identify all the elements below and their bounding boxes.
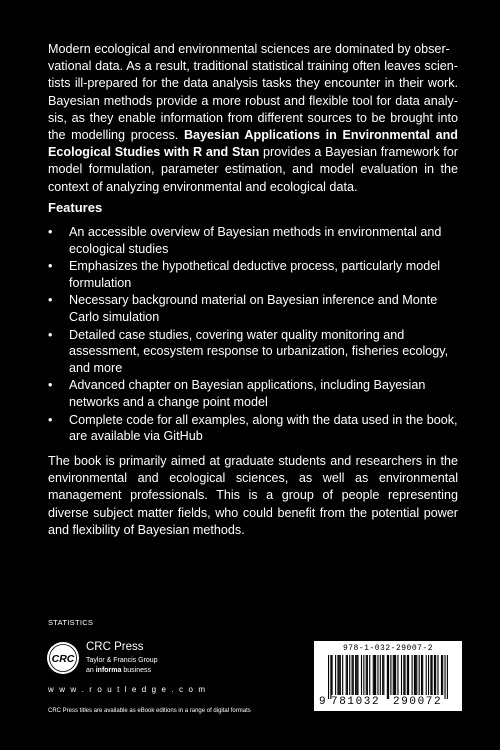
description-text-start: Modern ecological and environmental sciences are dominated by obser- (48, 42, 450, 56)
feature-item (48, 412, 460, 445)
feature-item (48, 327, 460, 377)
feature-text: An accessible overview of Bayesian methods in environmental and ecological studies (69, 225, 442, 256)
bullet-icon: • (48, 259, 53, 274)
description-text-end: provides a Bayesian framework for model formulation, parameter estimation, and model evaluation in the context of analyzing environmental and ecological data. (48, 145, 458, 194)
book-title-bold: Bayesian Applications in Environmental and Ecological Studies with R and Stan (48, 128, 458, 160)
bullet-icon: • (48, 293, 53, 308)
informa-bold: informa (95, 667, 122, 674)
bullet-icon: • (48, 378, 53, 393)
bullet-icon: • (48, 225, 53, 239)
feature-item (48, 377, 460, 410)
barcode-digit-first: 9 (319, 696, 326, 708)
category-label: STATISTICS (48, 618, 94, 627)
bullet-icon: • (48, 327, 53, 342)
description-text-body: vational data. As a result, traditional statistical training often leaves scien-tists ill-prepared for the data analysis tasks they encounter in their work. Bayesian methods provide a more robust and flexible tool for data analy-sis, as they enable information from different sources to be brought into the modelling process. (48, 59, 458, 143)
ebook-note: CRC Press titles are available as eBook editions in a range of digital formats (48, 708, 251, 714)
features-list (48, 224, 460, 446)
publisher-group: Taylor & Francis Group (86, 657, 158, 664)
feature-text: Necessary background material on Bayesian inference and Monte Carlo simulation (69, 293, 438, 324)
feature-text: Complete code for all examples, along with the data used in the book, are available via GitHub (69, 412, 458, 444)
barcode-digits-left: 781032 (331, 696, 381, 708)
publisher-website-link[interactable]: w w w . r o u t l e d g e . c o m (48, 685, 207, 694)
description-paragraph (48, 41, 458, 196)
isbn-number: 978-1-032-29007-2 (342, 644, 434, 653)
barcode-bars-icon (328, 655, 448, 699)
publisher-informa-tagline (86, 667, 151, 674)
feature-item (48, 258, 460, 291)
isbn-barcode (314, 641, 462, 711)
audience-paragraph: The book is primarily aimed at graduate students and researchers in the environmental and ecological sciences, as well as environmental management professionals. This is a group of people representing diverse subject matter fields, who could benefit from the potential power and flexibility of Bayesian methods. (48, 454, 458, 537)
svg-text:CRC: CRC (51, 653, 75, 665)
barcode-digits-right: 290072 (393, 696, 443, 708)
informa-prefix: an (86, 667, 96, 674)
crc-press-logo-icon (46, 641, 80, 675)
feature-text: Detailed case studies, covering water quality monitoring and assessment, ecosystem response to urbanization, fisheries ecology, and more (69, 327, 449, 375)
feature-text: Emphasizes the hypothetical deductive process, particularly model formulation (69, 259, 441, 290)
informa-suffix: business (121, 667, 151, 674)
feature-item (48, 292, 460, 325)
features-heading: Features (48, 200, 103, 215)
bullet-icon: • (48, 412, 53, 427)
publisher-name: CRC Press (86, 641, 144, 653)
feature-text: Advanced chapter on Bayesian applications, including Bayesian networks and a change point model (69, 378, 426, 409)
feature-item (48, 224, 460, 257)
